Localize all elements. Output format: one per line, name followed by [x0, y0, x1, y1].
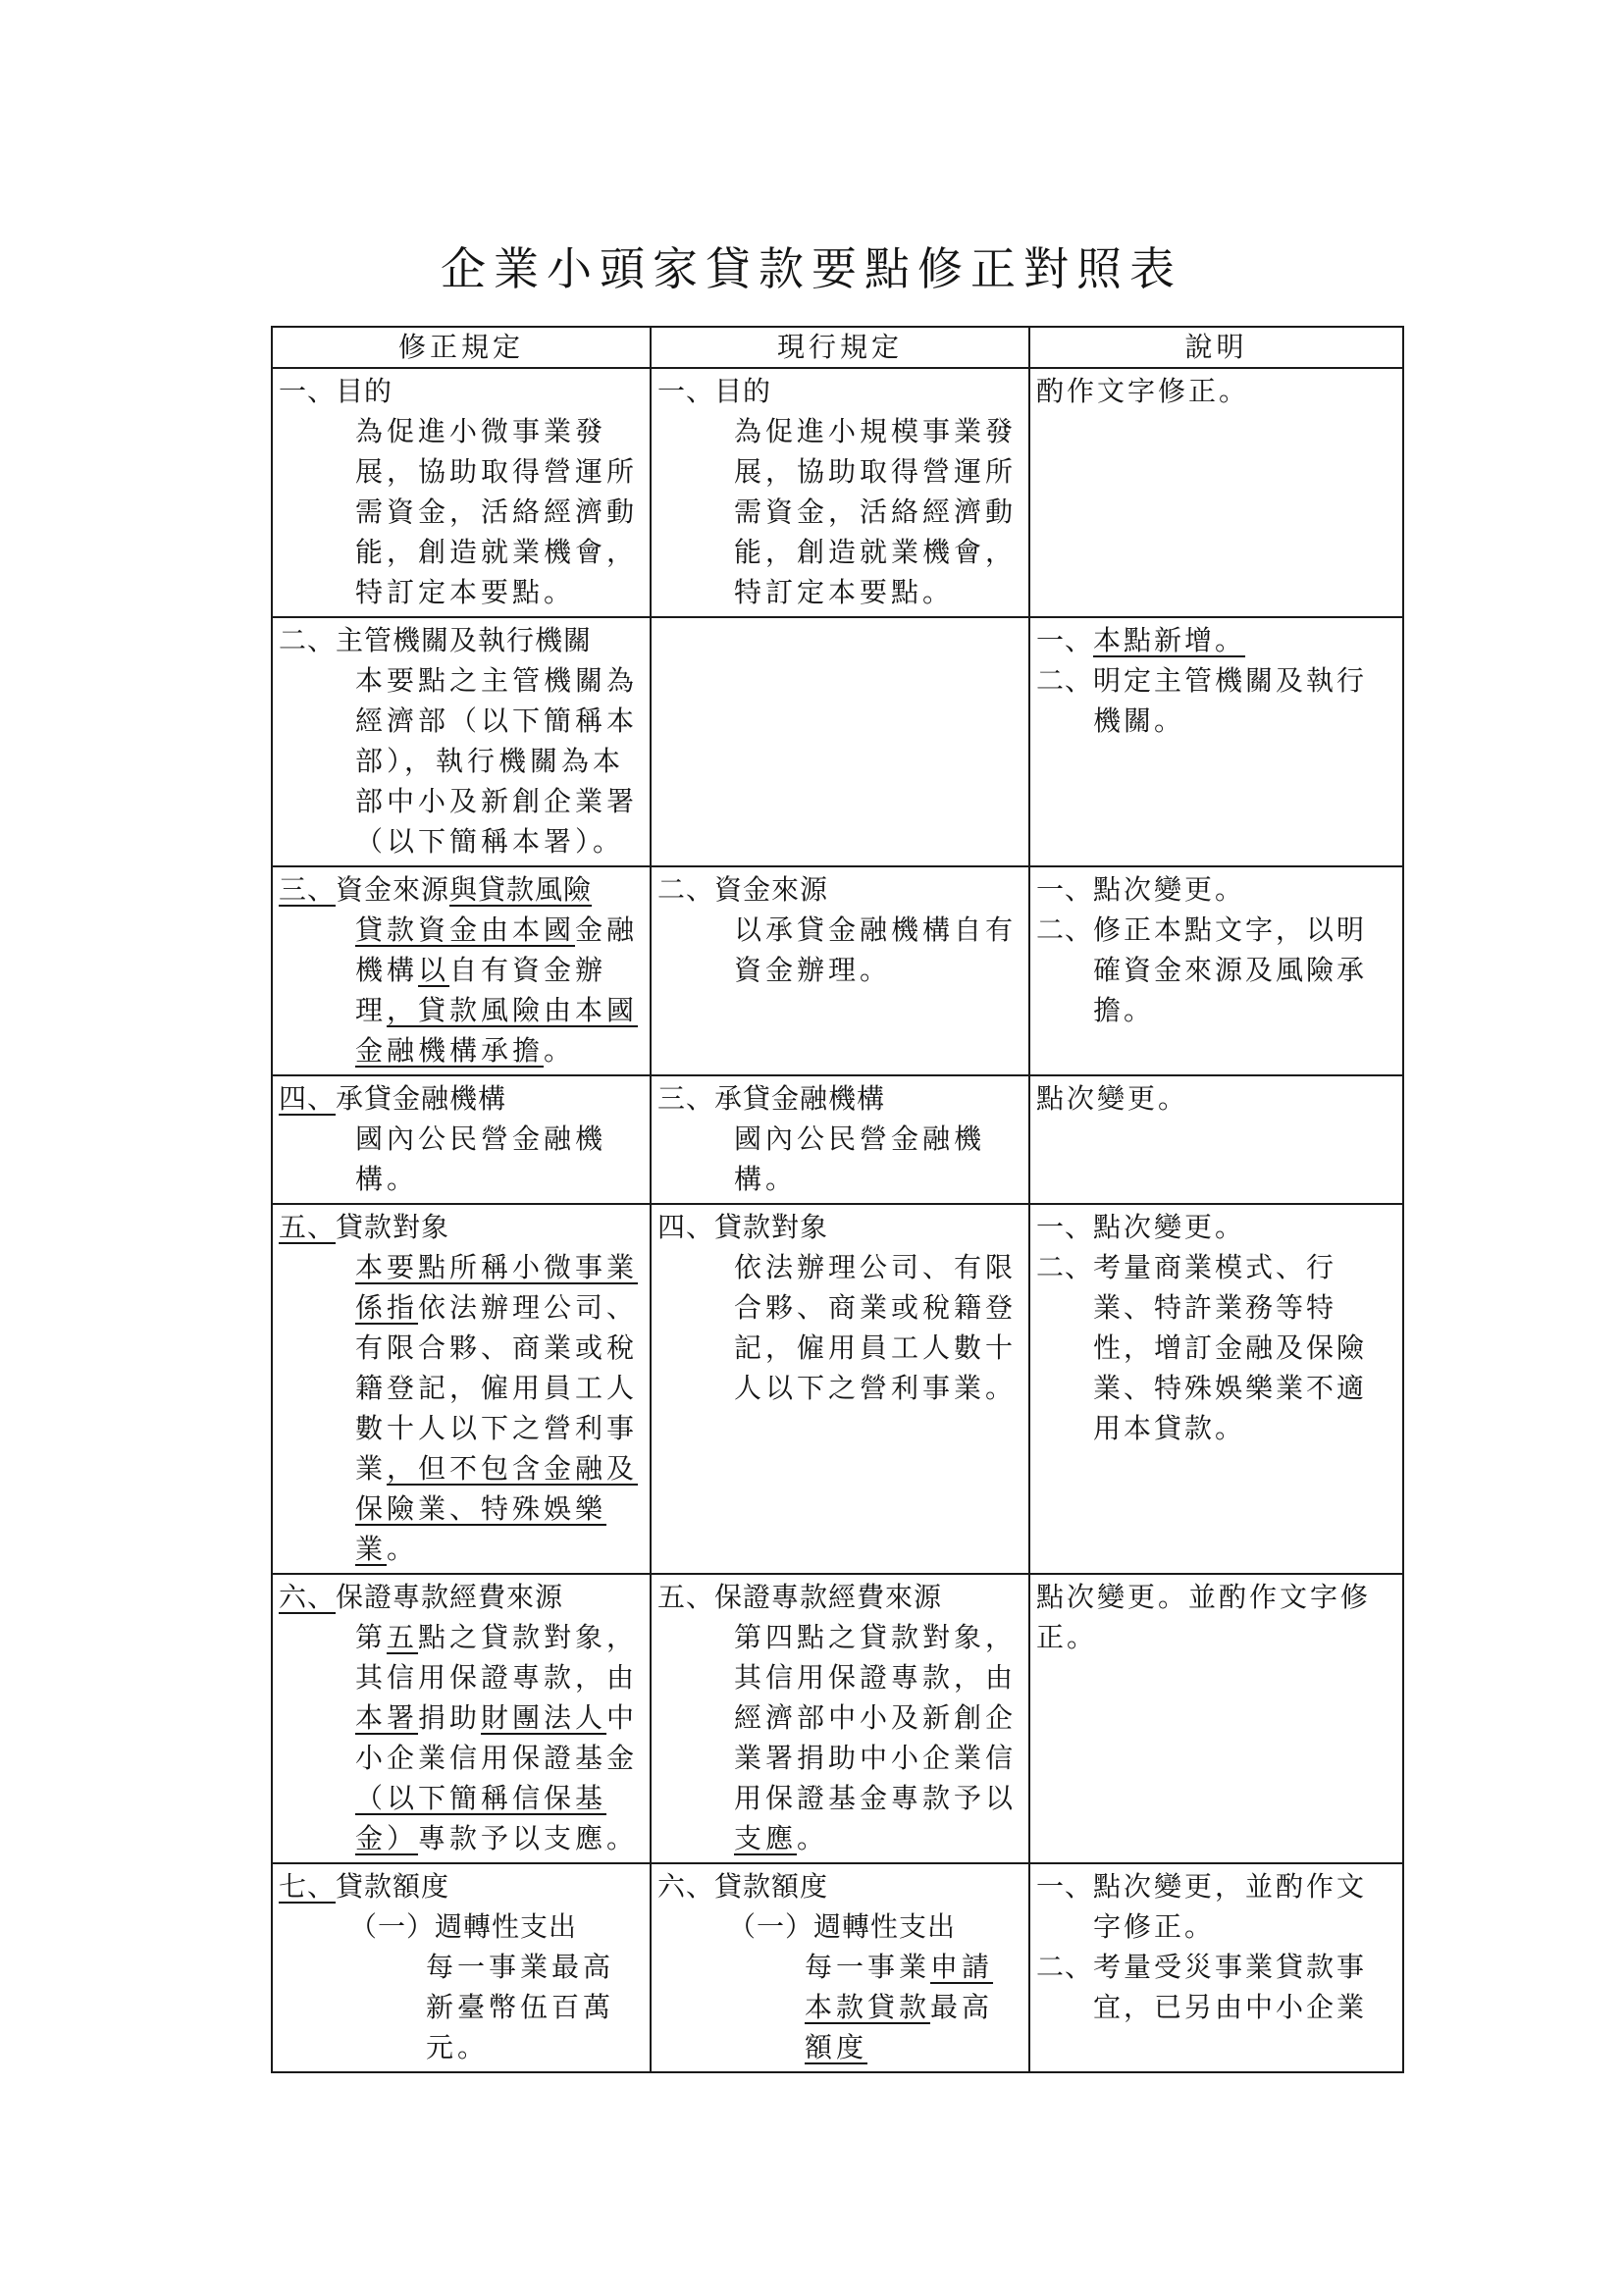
current-cell-empty — [651, 617, 1029, 866]
item-heading: 二、主管機關及執行機關 — [279, 624, 593, 656]
item-heading: 六、貸款額度 — [657, 1870, 829, 1903]
amended-cell — [272, 866, 651, 1075]
table-row — [272, 1574, 1403, 1863]
item-body: 貸款資金由本國金融機構以自有資金辦理，貸款風險由本國金融機構承擔。 — [355, 913, 639, 1067]
explanation-item: 一、 點次變更。 — [1036, 1211, 1246, 1243]
table-row — [272, 1204, 1403, 1574]
explanation-item: 一、 點次變更。 — [1036, 873, 1246, 906]
current-cell — [651, 1574, 1029, 1863]
explanation-item: 二、 考量受災事業貸款事宜，已另由中小企業 — [1036, 1951, 1368, 2023]
explanation-cell — [1029, 1075, 1403, 1204]
explanation-item: 二、 明定主管機關及執行機關。 — [1036, 664, 1368, 737]
current-cell — [651, 1075, 1029, 1204]
table-row — [272, 617, 1403, 866]
item-heading: 三、資金來源與貸款風險 — [279, 873, 593, 906]
item-body: 第五點之貸款對象，其信用保證專款，由本署捐助財團法人中小企業信用保證基金（以下簡稱信保基金）專款予以支應。 — [355, 1621, 639, 1854]
amended-cell — [272, 1574, 651, 1863]
explanation-text: 酌作文字修正。 — [1036, 375, 1250, 407]
sub-item-heading: （一）週轉性支出 — [728, 1910, 957, 1943]
explanation-item: 一、 本點新增。 — [1036, 624, 1246, 656]
amended-cell — [272, 368, 651, 617]
current-cell — [651, 1863, 1029, 2072]
comparison-table — [271, 326, 1404, 2073]
item-body: 第四點之貸款對象，其信用保證專款，由經濟部中小及新創企業署捐助中小企業信用保證基金專款予以支應。 — [734, 1621, 1018, 1854]
amended-cell — [272, 1204, 651, 1574]
item-body: 本要點之主管機關為經濟部（以下簡稱本部），執行機關為本部中小及新創企業署（以下簡稱本署）。 — [355, 664, 639, 858]
item-heading: 六、保證專款經費來源 — [279, 1581, 564, 1613]
explanation-text: 點次變更。並酌作文字修正。 — [1036, 1581, 1372, 1653]
item-heading: 五、保證專款經費來源 — [657, 1581, 943, 1613]
document-title: 企業小頭家貸款要點修正對照表 — [441, 242, 1182, 295]
item-body: 國內公民營金融機構。 — [355, 1122, 607, 1195]
explanation-item: 二、 修正本點文字，以明確資金來源及風險承擔。 — [1036, 913, 1368, 1026]
current-cell — [651, 368, 1029, 617]
amended-cell — [272, 1075, 651, 1204]
item-heading: 四、貸款對象 — [657, 1211, 829, 1243]
header-current: 現行規定 — [651, 327, 1029, 368]
table-row — [272, 1863, 1403, 2072]
item-heading: 一、目的 — [279, 375, 393, 407]
header-explanation: 說明 — [1029, 327, 1403, 368]
explanation-text: 點次變更。 — [1036, 1082, 1189, 1115]
item-body: 依法辦理公司、有限合夥、商業或稅籍登記，僱用員工人數十人以下之營利事業。 — [734, 1251, 1018, 1404]
explanation-cell — [1029, 617, 1403, 866]
sub-item-body: 每一事業最高新臺幣伍百萬元。 — [426, 1951, 615, 2063]
table-row — [272, 866, 1403, 1075]
item-heading: 五、貸款對象 — [279, 1211, 450, 1243]
item-heading: 二、資金來源 — [657, 873, 829, 906]
sub-item-heading: （一）週轉性支出 — [349, 1910, 578, 1943]
item-heading: 七、貸款額度 — [279, 1870, 450, 1903]
item-heading: 三、承貸金融機構 — [657, 1082, 886, 1115]
table-header-row — [272, 327, 1403, 368]
item-body: 為促進小規模事業發展，協助取得營運所需資金，活絡經濟動能，創造就業機會，特訂定本要點。 — [734, 415, 1018, 608]
item-body: 國內公民營金融機構。 — [734, 1122, 986, 1195]
item-heading: 一、目的 — [657, 375, 772, 407]
header-amended: 修正規定 — [272, 327, 651, 368]
table-row — [272, 368, 1403, 617]
amended-cell — [272, 1863, 651, 2072]
explanation-cell — [1029, 1574, 1403, 1863]
current-cell — [651, 866, 1029, 1075]
explanation-cell — [1029, 866, 1403, 1075]
sub-item-body: 每一事業申請本款貸款最高額度 — [805, 1951, 994, 2063]
item-body: 為促進小微事業發展，協助取得營運所需資金，活絡經濟動能，創造就業機會，特訂定本要點。 — [355, 415, 639, 608]
item-body: 以承貸金融機構自有資金辦理。 — [734, 913, 1018, 986]
explanation-item: 一、 點次變更，並酌作文字修正。 — [1036, 1870, 1368, 1943]
explanation-cell — [1029, 1863, 1403, 2072]
explanation-cell — [1029, 1204, 1403, 1574]
table-row — [272, 1075, 1403, 1204]
item-heading: 四、承貸金融機構 — [279, 1082, 507, 1115]
current-cell — [651, 1204, 1029, 1574]
amended-cell — [272, 617, 651, 866]
explanation-cell — [1029, 368, 1403, 617]
item-body: 本要點所稱小微事業係指依法辦理公司、有限合夥、商業或稅籍登記，僱用員工人數十人以下之營利事業，但不包含金融及保險業、特殊娛樂業。 — [355, 1251, 639, 1565]
explanation-item: 二、 考量商業模式、行業、特許業務等特性，增訂金融及保險業、特殊娛樂業不適用本貸款。 — [1036, 1251, 1368, 1444]
